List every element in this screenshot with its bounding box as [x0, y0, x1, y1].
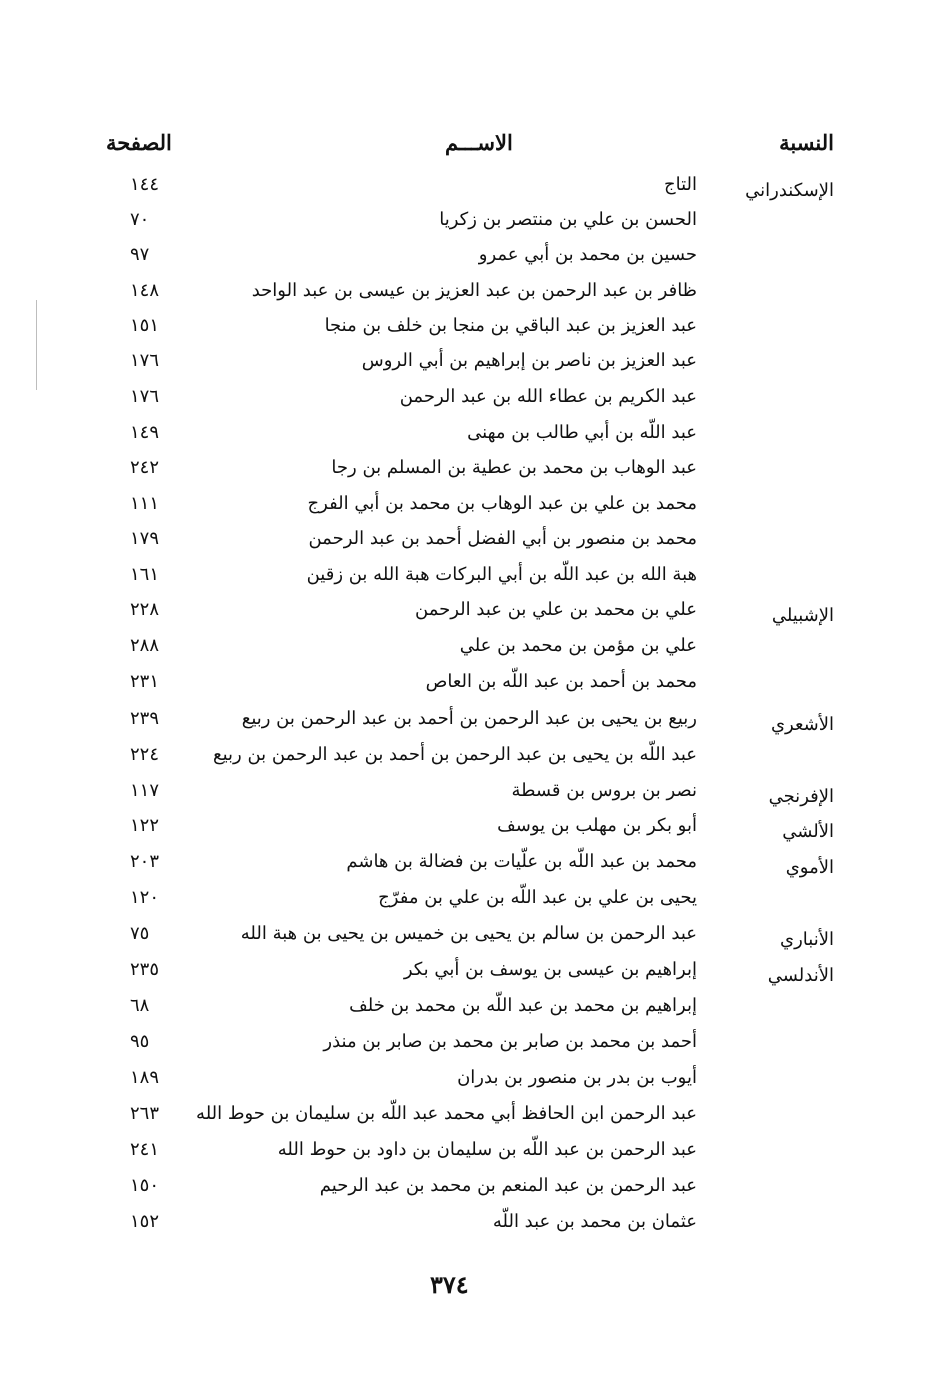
page-cell: ١١١ — [130, 493, 160, 514]
column-header-name: الاســـم — [445, 130, 513, 155]
name-cell: أبو بكر بن مهلب بن يوسف — [497, 815, 697, 836]
page-cell: ١١٧ — [130, 780, 160, 801]
index-row — [0, 881, 940, 915]
column-header-nisba: النسبة — [779, 130, 834, 155]
page-cell: ٢٤٢ — [130, 457, 160, 478]
page-cell: ١٧٩ — [130, 528, 160, 549]
nisba-cell: الألشي — [782, 821, 834, 842]
index-row — [0, 1133, 940, 1167]
page-cell: ٢٦٣ — [130, 1103, 160, 1124]
name-cell: علي بن محمد بن علي بن عبد الرحمن — [415, 599, 697, 620]
index-row — [0, 629, 940, 663]
nisba-cell: الأموي — [785, 857, 834, 878]
page-cell: ٩٧ — [130, 244, 150, 265]
index-row — [0, 558, 940, 592]
name-cell: ربيع بن يحيى بن عبد الرحمن بن أحمد بن عبد الرحمن بن ربيع — [241, 708, 697, 729]
page-cell: ٦٨ — [130, 995, 150, 1016]
index-row — [0, 1097, 940, 1131]
page-cell: ٢٢٨ — [130, 599, 160, 620]
page-cell: ١٨٩ — [130, 1067, 160, 1088]
page-cell: ٢٣٩ — [130, 708, 160, 729]
page-cell: ٩٥ — [130, 1031, 150, 1052]
name-cell: عثمان بن محمد بن عبد اللّه — [492, 1211, 697, 1232]
index-row — [0, 917, 940, 951]
index-row — [0, 168, 940, 202]
nisba-cell: الأشعري — [770, 714, 834, 735]
index-row — [0, 1061, 940, 1095]
name-cell: هبة الله بن عبد اللّه بن أبي البركات هبة الله بن زقين — [306, 564, 697, 585]
page-number: ٣٧٤ — [430, 1270, 469, 1299]
index-row — [0, 774, 940, 808]
name-cell: إبراهيم بن عيسى بن يوسف بن أبي بكر — [403, 959, 697, 980]
nisba-cell: الإسكندراني — [745, 180, 834, 201]
index-row — [0, 953, 940, 987]
page-cell: ٢٤١ — [130, 1139, 160, 1160]
index-row — [0, 451, 940, 485]
index-row — [0, 593, 940, 627]
index-row — [0, 203, 940, 237]
index-row — [0, 989, 940, 1023]
name-cell: نصر بن بروس بن قسطة — [511, 780, 697, 801]
page-cell: ٢٢٤ — [130, 744, 160, 765]
page-cell: ١٥٢ — [130, 1211, 160, 1232]
index-row — [0, 238, 940, 272]
name-cell: حسين بن محمد بن أبي عمرو — [478, 244, 697, 265]
page-cell: ١٤٨ — [130, 280, 160, 301]
nisba-cell: الإشبيلي — [771, 605, 834, 626]
index-row — [0, 809, 940, 843]
name-cell: عبد الرحمن بن سالم بن يحيى بن خميس بن يحيى بن هبة الله — [240, 923, 697, 944]
name-cell: ظافر بن عبد الرحمن بن عبد العزيز بن عيسى بن عبد الواحد — [251, 280, 697, 301]
page-cell: ٢٨٨ — [130, 635, 160, 656]
index-row — [0, 665, 940, 699]
page-cell: ١٧٦ — [130, 386, 160, 407]
page-cell: ٢٣١ — [130, 671, 160, 692]
name-cell: يحيى بن علي بن عبد اللّه بن علي بن مفرّج — [378, 887, 697, 908]
page-cell: ١٥٠ — [130, 1175, 160, 1196]
name-cell: محمد بن أحمد بن عبد اللّه بن العاص — [425, 671, 697, 692]
name-cell: عبد اللّه بن أبي طالب بن مهنى — [467, 422, 697, 443]
name-cell: عبد الكريم بن عطاء الله بن عبد الرحمن — [399, 386, 697, 407]
name-cell: عبد العزيز بن ناصر بن إبراهيم بن أبي الروس — [361, 350, 697, 371]
name-cell: أيوب بن بدر بن منصور بن بدران — [457, 1067, 697, 1088]
nisba-cell: الأنباري — [780, 929, 834, 950]
name-cell: محمد بن منصور بن أبي الفضل أحمد بن عبد الرحمن — [308, 528, 697, 549]
name-cell: عبد العزيز بن عبد الباقي بن منجا بن خلف بن منجا — [324, 315, 697, 336]
nisba-cell: الأندلسي — [767, 965, 834, 986]
index-row — [0, 416, 940, 450]
index-row — [0, 309, 940, 343]
name-cell: عبد الرحمن بن عبد اللّه بن سليمان بن داود بن حوط الله — [277, 1139, 697, 1160]
name-cell: التاج — [663, 174, 697, 195]
name-cell: عبد الرحمن ابن الحافظ أبي محمد عبد اللّه بن سليمان بن حوط الله — [196, 1103, 697, 1124]
nisba-cell: الإفرنجي — [768, 786, 834, 807]
index-row — [0, 738, 940, 772]
page-cell: ٢٣٥ — [130, 959, 160, 980]
index-row — [0, 487, 940, 521]
name-cell: محمد بن عبد اللّه بن علّيات بن فضالة بن هاشم — [346, 851, 697, 872]
name-cell: علي بن مؤمن بن محمد بن علي — [459, 635, 697, 656]
index-row — [0, 1169, 940, 1203]
index-row — [0, 1205, 940, 1239]
index-row — [0, 845, 940, 879]
index-row — [0, 344, 940, 378]
page-cell: ١٢٢ — [130, 815, 160, 836]
name-cell: عبد اللّه بن يحيى بن عبد الرحمن بن أحمد بن عبد الرحمن بن ربيع — [213, 744, 697, 765]
name-cell: محمد بن علي بن عبد الوهاب بن محمد بن أبي الفرج — [307, 493, 697, 514]
name-cell: عبد الرحمن بن عبد المنعم بن محمد بن عبد الرحيم — [319, 1175, 697, 1196]
index-row — [0, 274, 940, 308]
index-row — [0, 522, 940, 556]
page-cell: ١٤٩ — [130, 422, 160, 443]
page-cell: ١٤٤ — [130, 174, 160, 195]
index-row — [0, 702, 940, 736]
name-cell: عبد الوهاب بن محمد بن عطية بن المسلم بن رجا — [331, 457, 697, 478]
page-cell: ١٦١ — [130, 564, 160, 585]
page-cell: ١٥١ — [130, 315, 160, 336]
index-row — [0, 380, 940, 414]
name-cell: إبراهيم بن محمد بن عبد اللّه بن محمد بن خلف — [349, 995, 697, 1016]
page-cell: ١٧٦ — [130, 350, 160, 371]
page-cell: ٧٥ — [130, 923, 150, 944]
name-cell: الحسن بن علي بن منتصر بن زكريا — [439, 209, 697, 230]
page-cell: ٢٠٣ — [130, 851, 160, 872]
index-row — [0, 1025, 940, 1059]
page-cell: ١٢٠ — [130, 887, 160, 908]
column-header-page: الصفحة — [106, 130, 172, 155]
page-cell: ٧٠ — [130, 209, 150, 230]
name-cell: أحمد بن محمد بن صابر بن محمد بن صابر بن منذر — [323, 1031, 697, 1052]
